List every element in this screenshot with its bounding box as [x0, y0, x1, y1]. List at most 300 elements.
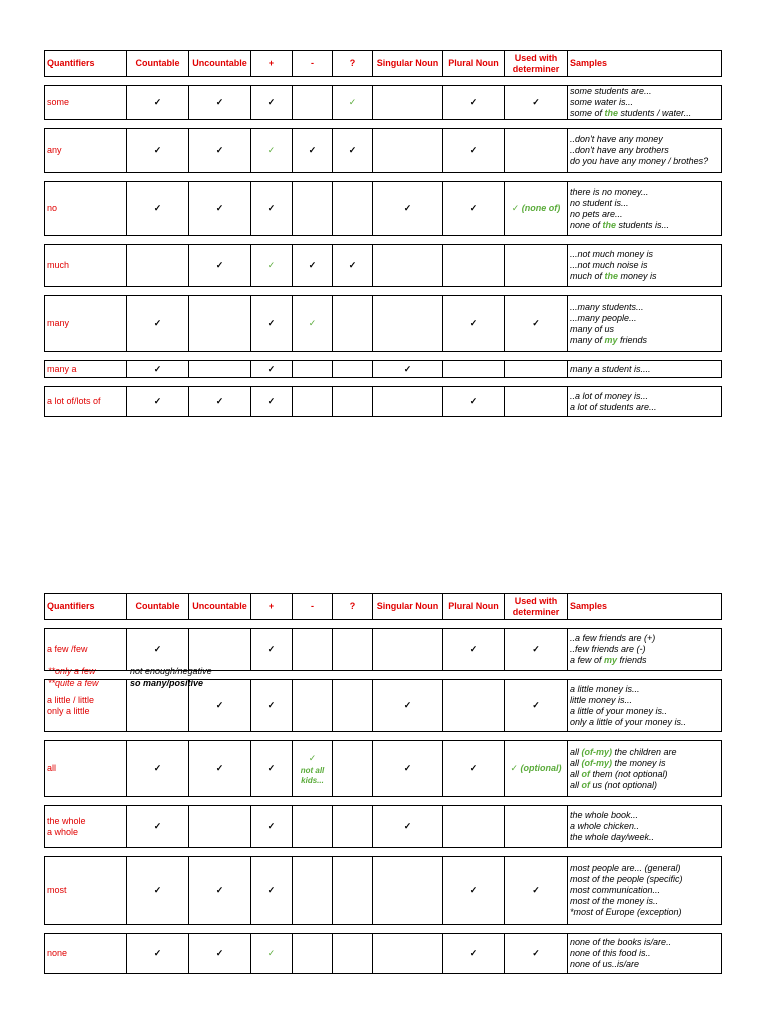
highlight-word: my [604, 655, 618, 665]
sample-text: friends [617, 334, 648, 345]
usage-cell [127, 296, 189, 352]
row-spacer [45, 173, 722, 182]
sample-text: none of [570, 219, 603, 230]
sample-text: ..a lot of money is... [570, 390, 649, 401]
check-icon: ✓ [532, 885, 540, 895]
usage-cell [373, 361, 443, 378]
samples-cell [568, 361, 722, 378]
usage-cell [189, 741, 251, 797]
usage-cell [505, 741, 568, 797]
usage-cell [127, 86, 189, 120]
quantifier-row [45, 857, 722, 925]
check-icon: ✓ [267, 821, 276, 831]
quantifiers-table-2 [44, 593, 722, 974]
quantifier-label [45, 680, 127, 732]
usage-cell [443, 182, 505, 236]
usage-cell [293, 245, 333, 287]
check-icon: ✓ [308, 145, 317, 155]
quantifier-name: any [47, 145, 62, 155]
column-header: - [293, 594, 333, 620]
row-spacer [45, 797, 722, 806]
column-header: Uncountable [189, 594, 251, 620]
sample-text: ..a few friends are (+) [570, 633, 656, 643]
check-icon: ✓ [153, 363, 162, 374]
quantifiers-table-1 [44, 50, 722, 417]
check-icon: ✓ [267, 644, 276, 654]
check-icon: ✓ [215, 260, 224, 270]
sample-line [570, 769, 719, 780]
quantifier-row [45, 806, 722, 848]
sample-line [570, 863, 719, 874]
quantifier-row [45, 741, 722, 797]
sample-text: all [570, 757, 582, 768]
usage-cell [293, 387, 333, 417]
check-icon: ✓ [267, 885, 276, 895]
usage-cell [443, 629, 505, 671]
samples-cell [568, 245, 722, 287]
usage-cell [333, 741, 373, 797]
note-key: **quite a few [48, 678, 99, 688]
column-header: Singular Noun [373, 51, 443, 77]
check-icon: ✓ [215, 396, 224, 406]
usage-cell [293, 86, 333, 120]
quantifier-name: a whole [47, 826, 79, 837]
usage-cell [443, 857, 505, 925]
sample-line [570, 780, 719, 791]
usage-cell [443, 680, 505, 732]
check-icon: ✓ [153, 396, 162, 406]
check-icon: ✓ [308, 260, 317, 270]
quantifier-label [45, 741, 127, 797]
usage-cell [443, 934, 505, 974]
highlight-word: (of-my) [581, 757, 613, 768]
usage-cell [189, 806, 251, 848]
usage-cell [127, 245, 189, 287]
sample-text: a little money is... [570, 683, 640, 694]
check-icon: ✓ [153, 885, 162, 895]
quantifier-label [45, 387, 127, 417]
sample-text: most of the money is.. [570, 896, 659, 906]
quantifier-label [45, 86, 127, 120]
usage-cell [443, 86, 505, 120]
usage-cell [505, 245, 568, 287]
row-spacer [45, 671, 722, 680]
usage-cell [251, 361, 293, 378]
check-icon: ✓ [153, 145, 162, 155]
check-icon: ✓ [469, 763, 478, 773]
sample-line [570, 684, 719, 695]
check-icon: ✓ [215, 145, 224, 155]
sample-text: ..few friends are (-) [570, 644, 646, 654]
sample-text: many of us [570, 323, 615, 334]
check-icon: ✓ [267, 97, 276, 107]
quantifier-label [45, 129, 127, 173]
check-icon: ✓ [215, 97, 224, 107]
usage-cell [333, 361, 373, 378]
check-icon: ✓ [348, 97, 357, 107]
check-icon: ✓ [469, 396, 478, 406]
usage-cell [373, 182, 443, 236]
sample-text: no pets are... [570, 208, 623, 219]
usage-cell [333, 182, 373, 236]
sample-line [570, 249, 719, 260]
sample-text: all [570, 746, 582, 757]
sample-text: all [570, 779, 582, 790]
sample-line [570, 644, 719, 655]
usage-cell [443, 806, 505, 848]
sample-line [570, 747, 719, 758]
quantifier-row [45, 387, 722, 417]
header-row [45, 51, 722, 77]
check-icon: ✓ [267, 948, 276, 958]
usage-cell [373, 296, 443, 352]
usage-cell [293, 680, 333, 732]
usage-cell [333, 934, 373, 974]
usage-cell [505, 680, 568, 732]
quantifier-row [45, 129, 722, 173]
sample-text: ...many people... [570, 312, 637, 323]
check-icon: ✓ [532, 700, 540, 710]
usage-cell [373, 129, 443, 173]
check-icon: ✓ [267, 396, 276, 406]
usage-cell [127, 387, 189, 417]
check-icon: ✓ [469, 145, 478, 155]
sample-text: the whole day/week.. [570, 832, 655, 842]
samples-cell [568, 934, 722, 974]
usage-cell [443, 387, 505, 417]
check-icon: ✓ [403, 763, 412, 773]
usage-cell [293, 629, 333, 671]
check-icon: ✓ [215, 885, 224, 895]
sample-text: ..don't have any money [570, 134, 663, 144]
row-spacer [45, 352, 722, 361]
row-spacer [45, 620, 722, 629]
quantifier-name: none [47, 948, 68, 958]
check-icon: ✓ [267, 318, 276, 328]
usage-cell [127, 741, 189, 797]
usage-cell [373, 857, 443, 925]
check-icon: ✓ [469, 644, 478, 654]
check-icon: ✓ [308, 318, 317, 328]
column-header: Used with determiner [505, 594, 568, 620]
sample-line [570, 391, 719, 402]
usage-cell [127, 182, 189, 236]
sample-line [570, 948, 719, 959]
samples-cell [568, 741, 722, 797]
usage-cell [333, 296, 373, 352]
quantifier-label [45, 806, 127, 848]
note-value: not enough/negative [130, 666, 212, 676]
usage-cell [373, 934, 443, 974]
sample-text: some students are... [570, 86, 652, 96]
quantifier-name: a lot of/lots of [47, 396, 101, 406]
sample-line [570, 758, 719, 769]
samples-cell [568, 86, 722, 120]
highlight-word: the [604, 271, 619, 281]
check-note: kids... [301, 776, 324, 785]
check-icon: ✓ [267, 260, 276, 270]
highlight-word: the [602, 219, 617, 230]
usage-cell [505, 86, 568, 120]
usage-cell [293, 129, 333, 173]
sample-text: most people are... (general) [570, 863, 681, 873]
column-header: - [293, 51, 333, 77]
usage-cell [373, 86, 443, 120]
sample-text: ...many students... [570, 301, 644, 312]
column-header: Used with determiner [505, 51, 568, 77]
sample-line [570, 832, 719, 843]
usage-cell [333, 86, 373, 120]
usage-cell [251, 857, 293, 925]
check-icon: ✓ [469, 318, 478, 328]
check-note: (optional) [518, 763, 562, 773]
quantifier-row [45, 86, 722, 120]
usage-cell [251, 86, 293, 120]
usage-cell [333, 129, 373, 173]
usage-cell [127, 361, 189, 378]
sample-line [570, 633, 719, 644]
sample-line [570, 655, 719, 666]
usage-cell [333, 806, 373, 848]
check-icon: ✓ [153, 97, 162, 107]
row-spacer [45, 732, 722, 741]
column-header: ? [333, 594, 373, 620]
sample-text: none of the books is/are.. [570, 937, 672, 947]
usage-cell [189, 129, 251, 173]
check-icon: ✓ [510, 763, 519, 773]
quantifier-label [45, 245, 127, 287]
samples-cell [568, 182, 722, 236]
usage-cell [333, 857, 373, 925]
usage-cell [127, 857, 189, 925]
sample-text: many a student is.... [570, 363, 651, 374]
check-icon: ✓ [153, 203, 162, 213]
usage-cell [505, 806, 568, 848]
sample-text: some water is... [570, 97, 634, 107]
check-icon: ✓ [348, 145, 357, 155]
usage-cell [189, 934, 251, 974]
quantifier-name: many a [47, 363, 77, 374]
sample-text: a few of [570, 655, 605, 665]
usage-cell [293, 182, 333, 236]
quantifier-row [45, 361, 722, 378]
quantifier-name: many [47, 318, 70, 328]
highlight-word: (of-my) [581, 746, 613, 757]
usage-cell [293, 857, 333, 925]
check-icon: ✓ [469, 203, 478, 213]
column-header: Samples [568, 594, 722, 620]
highlight-word: my [604, 334, 618, 345]
quantifier-row [45, 680, 722, 732]
usage-cell [189, 182, 251, 236]
samples-cell [568, 806, 722, 848]
usage-cell [189, 387, 251, 417]
check-icon: ✓ [532, 644, 540, 654]
usage-cell [127, 629, 189, 671]
sample-text: many of [570, 334, 605, 345]
quantifier-label [45, 182, 127, 236]
usage-cell [251, 934, 293, 974]
samples-cell [568, 629, 722, 671]
usage-cell [127, 129, 189, 173]
sample-line [570, 209, 719, 220]
check-icon: ✓ [153, 644, 162, 654]
sample-text: students is... [616, 219, 670, 230]
usage-cell [505, 296, 568, 352]
usage-cell [373, 741, 443, 797]
highlight-word: the [604, 108, 619, 118]
quantifier-row [45, 629, 722, 671]
row-spacer [45, 236, 722, 245]
sample-text: a whole chicken.. [570, 821, 640, 831]
quantifier-label [45, 629, 127, 671]
usage-cell [373, 245, 443, 287]
check-note: (none of) [519, 203, 561, 213]
sample-line [570, 97, 719, 108]
usage-cell [189, 629, 251, 671]
row-spacer [45, 77, 722, 86]
quantifier-name: no [47, 203, 58, 213]
quantifier-name: the whole [47, 815, 86, 826]
usage-cell [333, 387, 373, 417]
column-header: Quantifiers [45, 594, 127, 620]
samples-cell [568, 296, 722, 352]
highlight-word: of [581, 779, 591, 790]
check-icon: ✓ [267, 203, 276, 213]
check-icon: ✓ [267, 700, 276, 710]
usage-cell [251, 680, 293, 732]
sample-text: none of this food is.. [570, 948, 651, 958]
quantifier-name: some [47, 97, 70, 107]
quantifier-row [45, 245, 722, 287]
sample-text: no student is... [570, 197, 629, 208]
sample-line [570, 198, 719, 209]
usage-cell [443, 741, 505, 797]
usage-cell [505, 361, 568, 378]
check-icon: ✓ [153, 948, 162, 958]
sample-text: there is no money... [570, 186, 649, 197]
row-spacer [45, 120, 722, 129]
usage-cell [293, 806, 333, 848]
sample-text: a lot of students are... [570, 401, 657, 412]
sample-line [570, 706, 719, 717]
check-icon: ✓ [469, 97, 478, 107]
usage-cell [505, 129, 568, 173]
usage-cell [189, 86, 251, 120]
usage-cell [251, 296, 293, 352]
sample-text: most of the people (specific) [570, 874, 683, 884]
sample-text: only a little of your money is.. [570, 716, 687, 727]
quantifier-name: a little / little [47, 694, 95, 705]
check-icon: ✓ [215, 763, 224, 773]
sample-line [570, 907, 719, 918]
quantifier-label [45, 857, 127, 925]
usage-cell [127, 680, 189, 732]
sample-text: do you have any money / brothes? [570, 156, 709, 166]
check-icon: ✓ [403, 363, 412, 374]
row-spacer [45, 925, 722, 934]
check-icon: ✓ [532, 318, 540, 328]
check-icon: ✓ [215, 948, 224, 958]
sample-text: them (not optional) [590, 768, 668, 779]
sample-text: *most of Europe (exception) [570, 907, 682, 917]
sample-text: all [570, 768, 582, 779]
sample-text: much of [570, 271, 605, 281]
usage-cell [443, 245, 505, 287]
sample-text: none of us..is/are [570, 959, 640, 969]
usage-cell [373, 806, 443, 848]
samples-cell [568, 857, 722, 925]
usage-cell [251, 387, 293, 417]
check-icon: ✓ [469, 948, 478, 958]
header-row [45, 594, 722, 620]
check-icon: ✓ [267, 145, 276, 155]
check-icon: ✓ [215, 203, 224, 213]
sample-line [570, 313, 719, 324]
usage-cell [251, 129, 293, 173]
sample-text: the money is [612, 757, 666, 768]
usage-cell [333, 245, 373, 287]
sample-line [570, 717, 719, 728]
column-header: Countable [127, 594, 189, 620]
check-icon: ✓ [532, 97, 540, 107]
check-icon: ✓ [469, 885, 478, 895]
column-header: Uncountable [189, 51, 251, 77]
sample-line [570, 271, 719, 282]
sample-line [570, 108, 719, 119]
sample-line [570, 810, 719, 821]
check-icon: ✓ [153, 763, 162, 773]
usage-cell [293, 934, 333, 974]
sample-line [570, 302, 719, 313]
usage-cell [373, 629, 443, 671]
sample-line [570, 260, 719, 271]
samples-cell [568, 129, 722, 173]
usage-cell [505, 182, 568, 236]
sample-text: friends [617, 655, 647, 665]
usage-cell [189, 296, 251, 352]
check-icon: ✓ [403, 203, 412, 213]
usage-cell [189, 680, 251, 732]
check-icon: ✓ [153, 318, 162, 328]
usage-cell [251, 741, 293, 797]
quantifier-name: much [47, 260, 70, 270]
check-icon: ✓ [403, 821, 412, 831]
check-note: not all [300, 766, 325, 775]
usage-cell [505, 387, 568, 417]
sample-line [570, 134, 719, 145]
usage-cell [251, 629, 293, 671]
usage-cell [505, 934, 568, 974]
sample-text: a little of your money is.. [570, 705, 668, 716]
quantifier-label [45, 934, 127, 974]
sample-line [570, 896, 719, 907]
sample-text: money is [618, 271, 657, 281]
column-header: Samples [568, 51, 722, 77]
usage-cell [373, 387, 443, 417]
row-spacer [45, 287, 722, 296]
sample-line [570, 364, 719, 375]
sample-text: ...not much money is [570, 249, 654, 259]
usage-cell [251, 245, 293, 287]
check-icon: ✓ [215, 700, 224, 710]
check-icon: ✓ [532, 948, 540, 958]
column-header: ? [333, 51, 373, 77]
quantifier-row [45, 182, 722, 236]
usage-cell [189, 361, 251, 378]
quantifier-label [45, 296, 127, 352]
check-icon: ✓ [267, 763, 276, 773]
